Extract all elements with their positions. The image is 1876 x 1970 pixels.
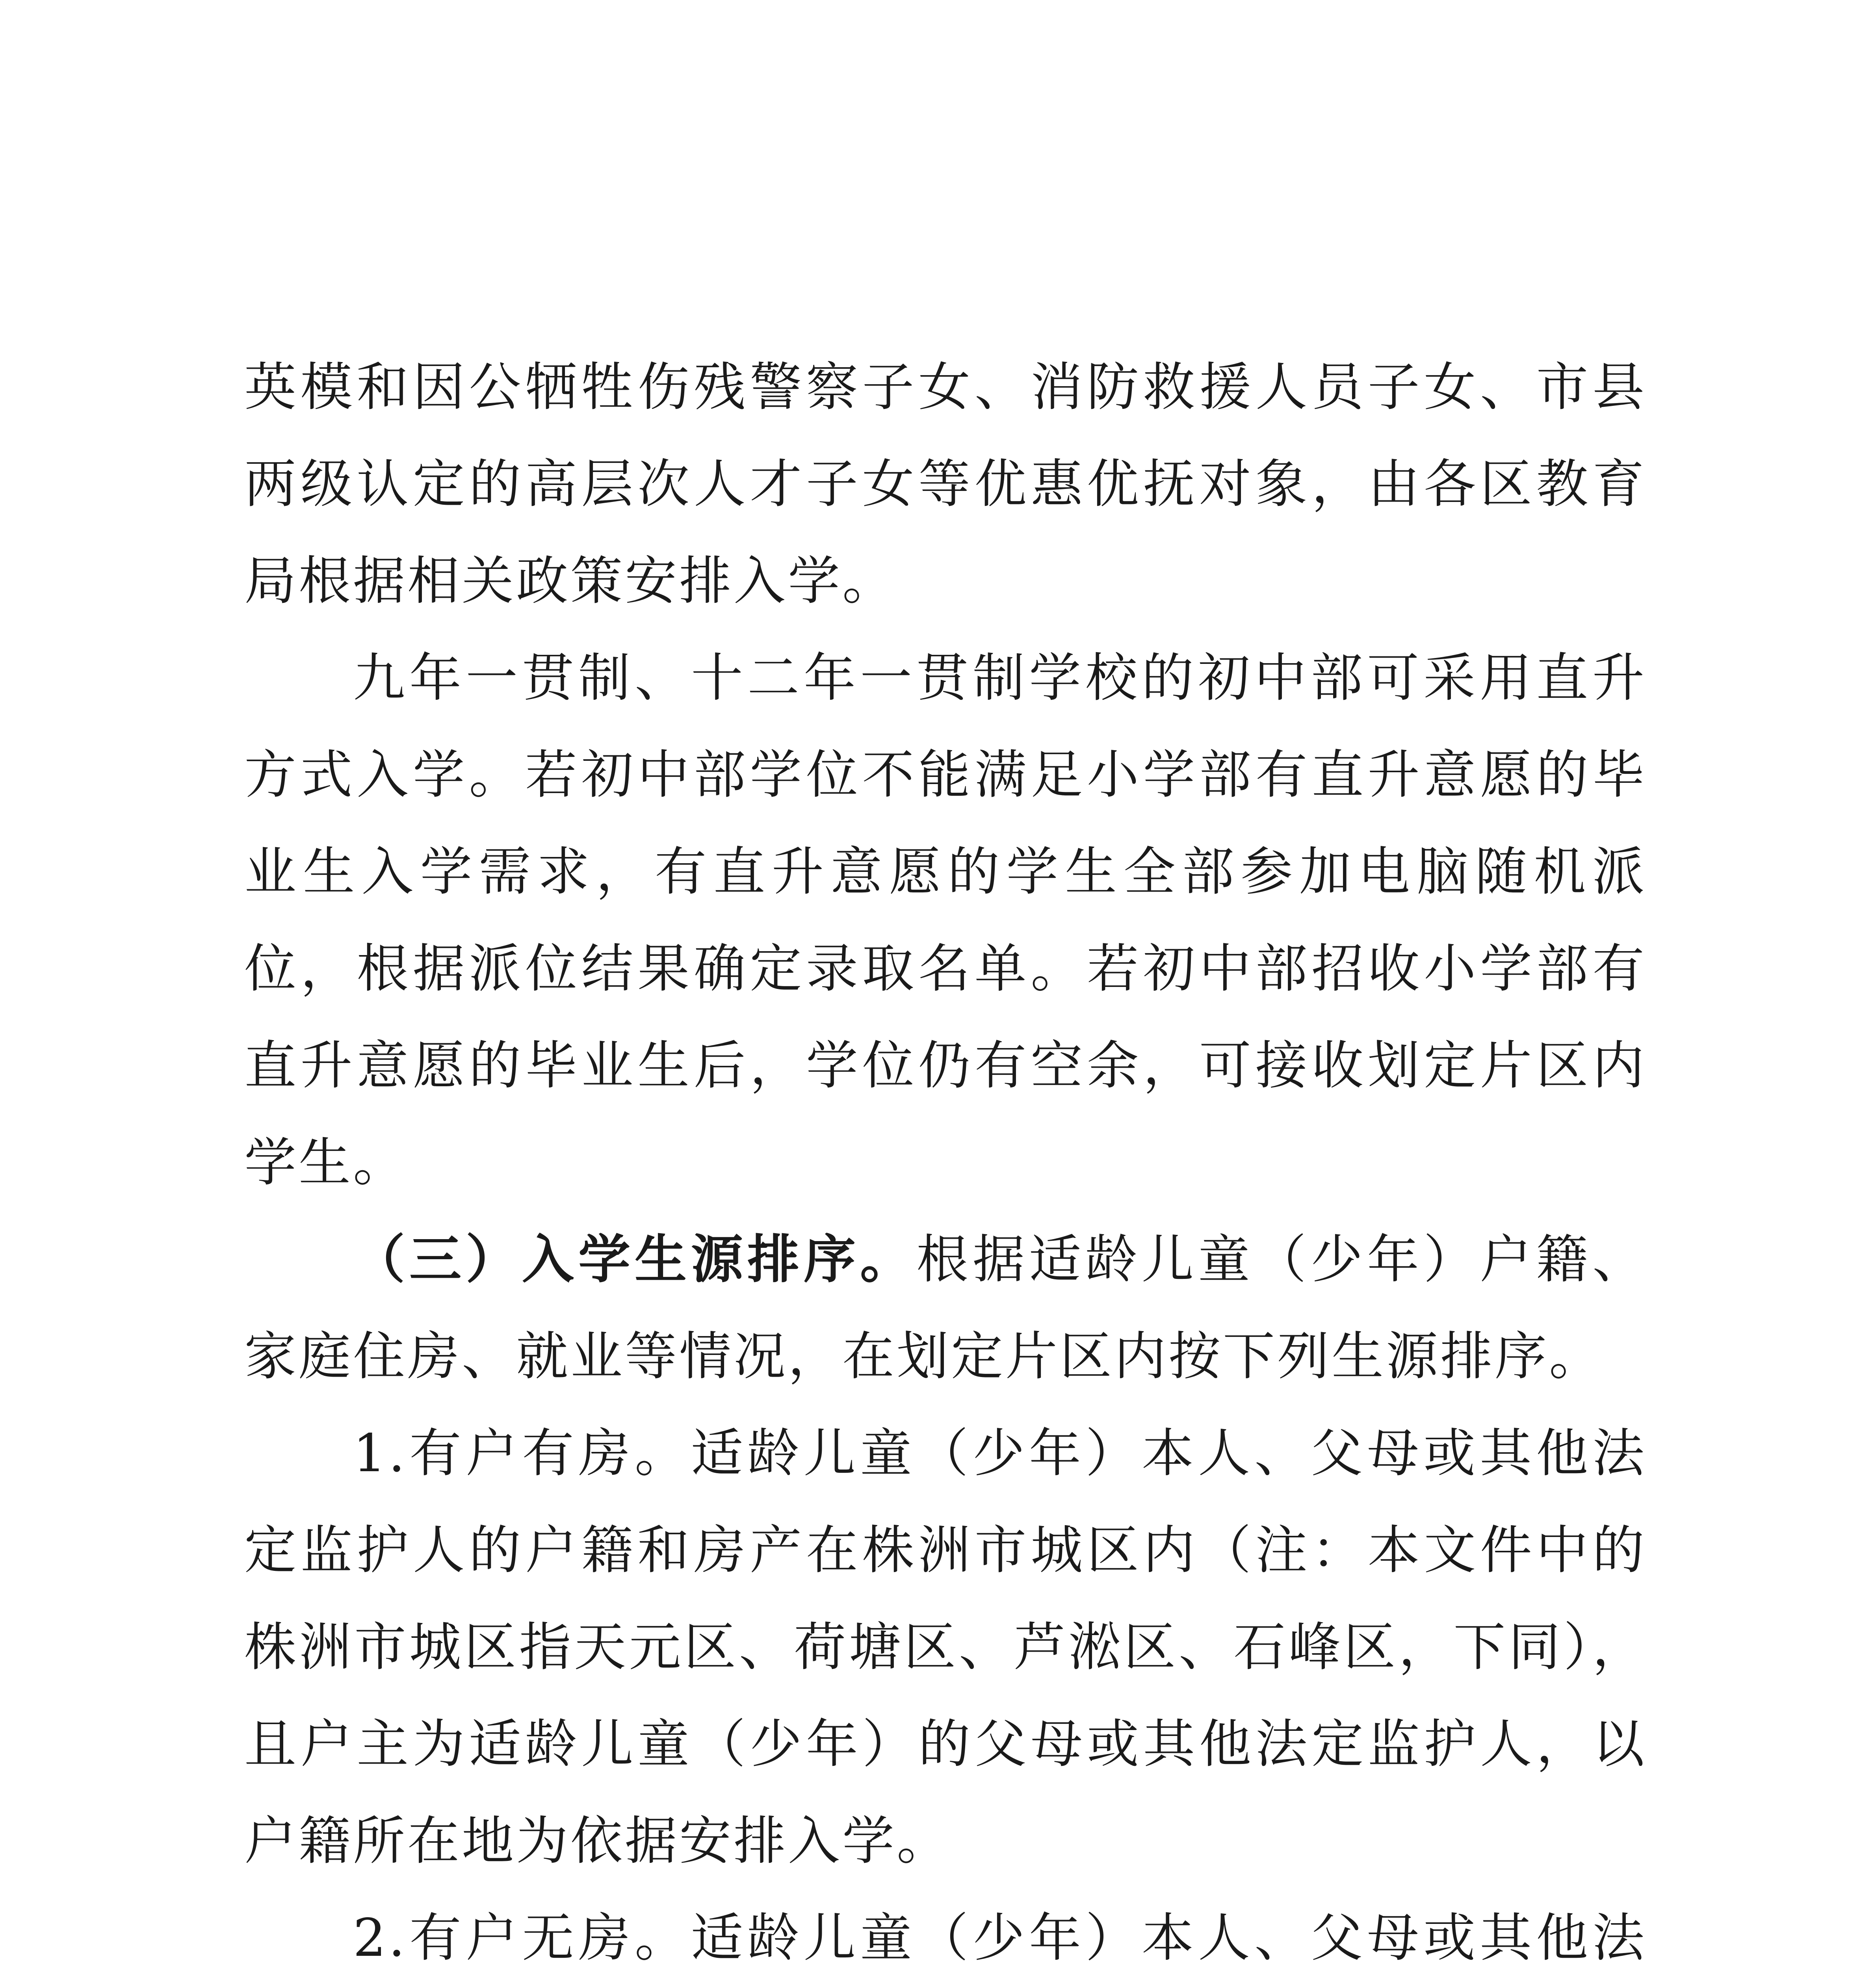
- paragraph-text: 根据适龄儿童（少年）户籍、家庭住房、就业等情况，在划定片区内按下列生源排序。: [244, 1229, 1647, 1387]
- paragraph-text: 2.有户无房。适龄儿童（少年）本人、父母或其他法: [353, 1908, 1647, 1968]
- paragraph-text: 九年一贯制、十二年一贯制学校的初中部可采用直升方式入学。若初中部学位不能满足小学部有直升意愿的毕业生入学需求，有直升意愿的学生全部参加电脑随机派位，根据派位结果确定录取名单。若初中部招收小学部有直升意愿的毕业生后，学位仍有空余，可接收划定片区内学生。: [244, 648, 1647, 1193]
- paragraph-item-2: [244, 1890, 1647, 1970]
- paragraph-text: 英模和因公牺牲伤残警察子女、消防救援人员子女、市县两级认定的高层次人才子女等优惠优抚对象，由各区教育局根据相关政策安排入学。: [244, 357, 1647, 611]
- paragraph-item-1: [244, 1405, 1647, 1890]
- document-body: [244, 339, 1647, 1970]
- paragraph-preferential-admission-continued: [244, 339, 1647, 630]
- paragraph-through-train-school: [244, 630, 1647, 1211]
- paragraph-text: 1.有户有房。适龄儿童（少年）本人、父母或其他法定监护人的户籍和房产在株洲市城区内（注：本文件中的株洲市城区指天元区、荷塘区、芦淞区、石峰区，下同），且户主为适龄儿童（少年）的父母或其他法定监护人，以户籍所在地为依据安排入学。: [244, 1423, 1647, 1872]
- paragraph-student-ranking: [244, 1211, 1647, 1405]
- section-heading: （三）入学生源排序。: [353, 1229, 916, 1290]
